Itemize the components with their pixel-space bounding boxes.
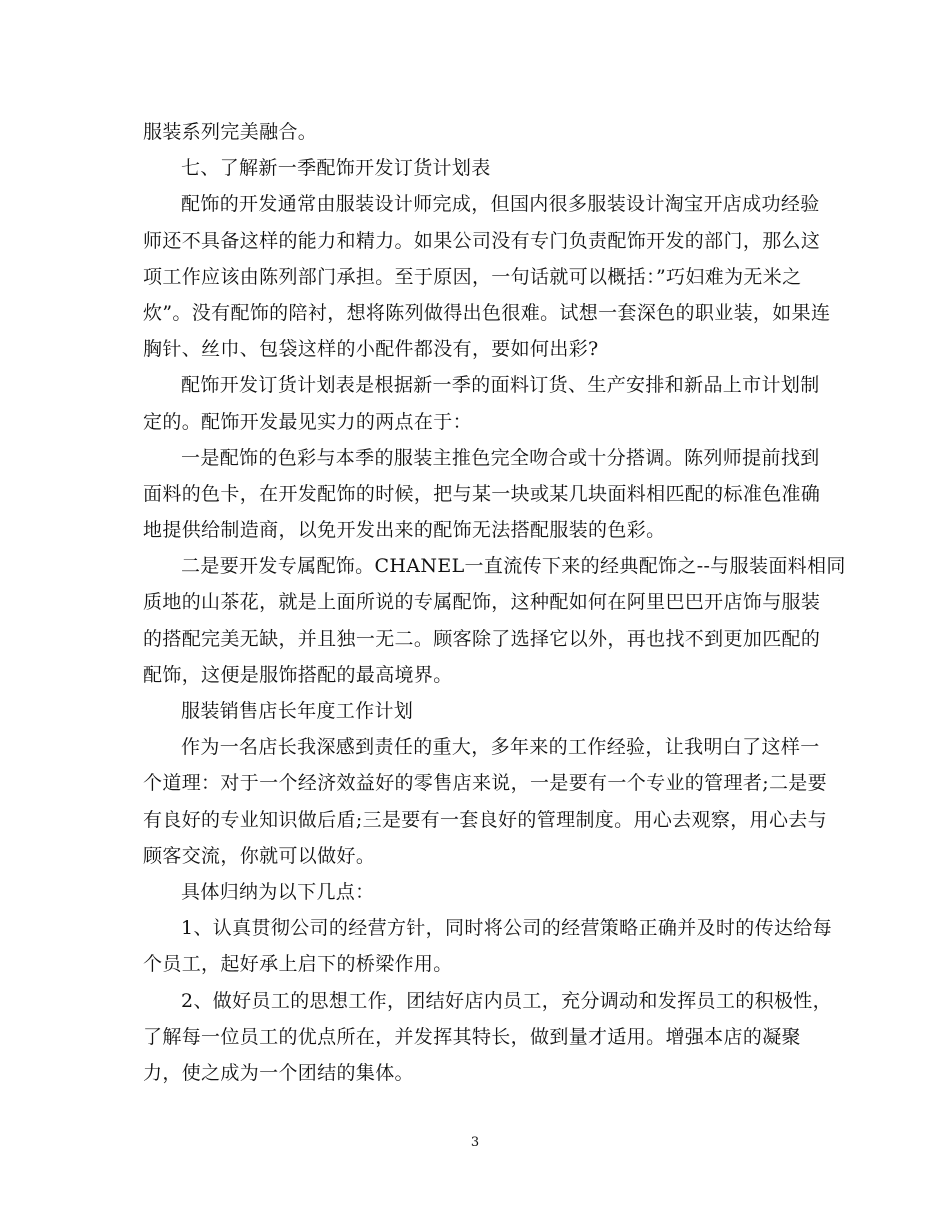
text-line: 师还不具备这样的能力和精力。如果公司没有专门负责配饰开发的部门，那么这 bbox=[143, 229, 821, 252]
text-line: 胸针、丝巾、包袋这样的小配件都没有，要如何出彩? bbox=[143, 338, 599, 361]
text-line: 个员工，起好承上启下的桥梁作用。 bbox=[143, 953, 453, 976]
text-line: 配饰的开发通常由服装设计师完成，但国内很多服装设计淘宝开店成功经验 bbox=[181, 193, 820, 216]
text-line: 力，使之成为一个团结的集体。 bbox=[143, 1061, 414, 1084]
text-line: 项工作应该由陈列部门承担。至于原因，一句话就可以概括：”巧妇难为无米之 bbox=[143, 265, 802, 288]
text-line: 了解每一位员工的优点所在，并发挥其特长，做到量才适用。增强本店的凝聚 bbox=[143, 1025, 801, 1048]
text-line: 一是配饰的色彩与本季的服装主推色完全吻合或十分搭调。陈列师提前找到 bbox=[181, 446, 820, 469]
text-line: 顾客交流，你就可以做好。 bbox=[143, 844, 376, 867]
list-item: 1、认真贯彻公司的经营方针，同时将公司的经营策略正确并及时的传达给每 bbox=[181, 917, 832, 940]
text-line: 地提供给制造商，以免开发出来的配饰无法搭配服装的色彩。 bbox=[143, 519, 666, 542]
list-item: 2、做好员工的思想工作，团结好店内员工，充分调动和发挥员工的积极性， bbox=[181, 989, 832, 1012]
text-line: 有良好的专业知识做后盾;三是要有一套良好的管理制度。用心去观察，用心去与 bbox=[143, 808, 828, 831]
text-line: 的搭配完美无缺，并且独一无二。顾客除了选择它以外，再也找不到更加匹配的 bbox=[143, 627, 821, 650]
text-line: 炊”。没有配饰的陪衬，想将陈列做得出色很难。试想一套深色的职业装，如果连 bbox=[143, 301, 831, 324]
section-heading: 七、了解新一季配饰开发订货计划表 bbox=[181, 157, 491, 180]
section-heading: 服装销售店长年度工作计划 bbox=[181, 700, 414, 722]
page-number: 3 bbox=[470, 1135, 480, 1150]
text-line: 定的。配饰开发最见实力的两点在于： bbox=[143, 410, 472, 433]
document-body bbox=[143, 114, 846, 1091]
text-line: 配饰，这便是服饰搭配的最高境界。 bbox=[143, 663, 453, 686]
text-line: 个道理：对于一个经济效益好的零售店来说，一是要有一个专业的管理者;二是要 bbox=[143, 772, 828, 795]
text-line: 二是要开发专属配饰。CHANEL一直流传下来的经典配饰之--与服装面料相同 bbox=[181, 555, 846, 578]
text-line: 服装系列完美融合。 bbox=[143, 121, 318, 143]
text-line: 面料的色卡，在开发配饰的时候，把与某一块或某几块面料相匹配的标准色准确 bbox=[143, 482, 821, 505]
text-line: 配饰开发订货计划表是根据新一季的面料订货、生产安排和新品上市计划制 bbox=[181, 374, 820, 397]
text-line: 质地的山茶花，就是上面所说的专属配饰，这种配如何在阿里巴巴开店饰与服装 bbox=[143, 591, 821, 614]
text-line: 作为一名店长我深感到责任的重大，多年来的工作经验，让我明白了这样一 bbox=[181, 736, 820, 759]
text-line: 具体归纳为以下几点： bbox=[181, 880, 375, 903]
